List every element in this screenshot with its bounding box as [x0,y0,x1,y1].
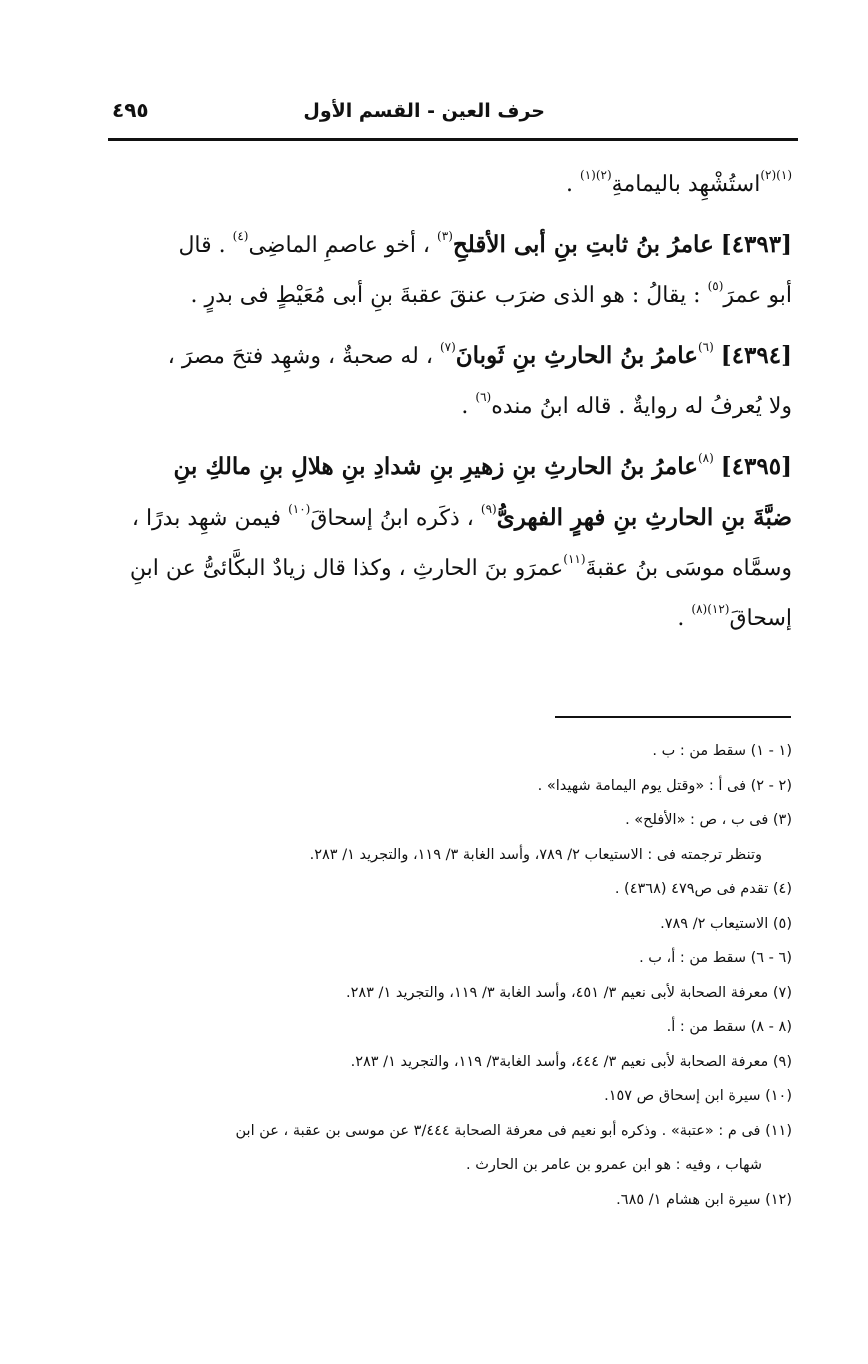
footnote: (١٢) سيرة ابن هشام ١/ ٦٨٥. [616,1191,792,1208]
text-line [102,442,792,493]
text-line [102,160,792,210]
footnote: (١ - ١) سقط من : ب . [652,743,792,759]
footnote: (١٠) سيرة ابن إسحاق ص ١٥٧. [604,1088,792,1104]
footnote-ref: (٦) [475,390,492,404]
text-run: : يقالُ : هو الذى ضرَب عنقَ عقبةَ بنِ أبى مُعَيْطٍ فى بدرٍ . [190,283,701,308]
entry-name: عامرُ بنُ الحارثِ بنِ ثَوبانَ [455,342,698,369]
text-run: ، ذكَره ابنُ إسحاقَ [310,506,474,531]
text-run: . [566,172,581,197]
text-run: . قال [178,233,226,258]
footnote-ref: (٧) [439,340,456,354]
entry-4394 [102,331,792,432]
entry-number: [٤٣٩٣] [720,231,792,258]
entry-number: [٤٣٩٤] [720,342,792,369]
entry-4395 [102,442,792,644]
footnote: (٩) معرفة الصحابة لأبى نعيم ٣/ ٤٤٤، وأسد الغابة٣/ ١١٩، والتجريد ١/ ٢٨٣. [350,1053,792,1070]
text-line [102,271,792,321]
footnote-ref: (٥) [707,279,724,293]
footnote: (٨ - ٨) سقط من : أ. [666,1019,792,1035]
text-run: عمرَو بنَ الحارثِ ، وكذا قال زيادٌ البكَّائىُّ عن ابنِ [129,556,564,581]
footnote-ref: (١١) [563,552,586,566]
footnote-ref: (١٠) [288,502,311,516]
entry-name: عامرُ بنُ الحارثِ بنِ زهيرِ بنِ شدادِ بنِ هلالِ بنِ مالكِ بنِ [173,453,698,480]
footnote-ref: (٦) [697,340,714,354]
footnote-ref: (١)(٢) [760,168,792,182]
text-line [102,220,792,271]
main-text [102,160,792,654]
text-run: أبو عمرَ [723,283,792,308]
text-line [102,544,792,594]
text-run: وسمَّاه موسَى بنُ عقبةَ [585,556,792,581]
entry-name: ضبَّةَ بنِ الحارثِ بنِ فهرٍ الفهرىُّ [496,504,792,531]
text-run: ، له صحبةٌ ، وشهِد فتحَ مصرَ ، [167,344,433,369]
footnote: (٣) فى ب ، ص : «الأفلح» . [625,812,792,828]
text-run: ، أخو عاصمِ الماضِى [248,233,431,258]
paragraph-intro [102,160,792,210]
footnote-separator [555,716,791,718]
footnote: (٦ - ٦) سقط من : أ، ب . [639,950,792,966]
footnote: (٥) الاستيعاب ٢/ ٧٨٩. [660,915,792,932]
footnote-continuation: شهاب ، وفيه : هو ابن عمرو بن عامر بن الحارث . [466,1157,762,1173]
header-title: حرف العين - القسم الأول [303,100,545,122]
footnote: (٤) تقدم فى ص٤٧٩ (٤٣٦٨) . [614,881,792,897]
text-run: إسحاقَ [729,606,792,631]
footnote-ref: (٢)(١) [580,168,612,182]
footnote-ref: (٩) [480,502,497,516]
entry-number: [٤٣٩٥] [720,453,792,480]
text-run: . [461,394,476,419]
text-run: . [677,606,692,631]
footnotes [102,734,792,1217]
text-line [102,493,792,544]
text-line [102,594,792,644]
footnote-continuation: وتنظر ترجمته فى : الاستيعاب ٢/ ٧٨٩، وأسد الغابة ٣/ ١١٩، والتجريد ١/ ٢٨٣. [309,846,762,863]
footnote-ref: (١٢)(٨) [691,602,730,616]
text-run: ولا يُعرفُ له روايةٌ . قاله ابنُ منده [491,394,792,419]
text-run: استُشْهِد باليمامةِ [611,172,761,197]
text-line [102,331,792,382]
entry-4393 [102,220,792,321]
footnote-ref: (٨) [697,451,714,465]
text-line [102,382,792,432]
footnote: (٢ - ٢) فى أ : «وقتل يوم اليمامة شهيدا» . [537,777,792,794]
entry-name: عامرُ بنُ ثابتِ بنِ أبى الأقلحِ [452,231,714,258]
header-rule [108,138,798,141]
footnote: (٧) معرفة الصحابة لأبى نعيم ٣/ ٤٥١، وأسد الغابة ٣/ ١١٩، والتجريد ١/ ٢٨٣. [345,984,792,1001]
running-header [108,96,790,132]
footnote-ref: (٤) [232,229,249,243]
page-number: ٤٩٥ [112,98,149,122]
footnote: (١١) فى م : «عتبة» . وذكره أبو نعيم فى معرفة الصحابة ٣/٤٤٤ عن موسى بن عقبة ، عن ابن [235,1122,792,1139]
text-run: فيمن شهِد بدرًا ، [131,506,282,531]
footnote-ref: (٣) [437,229,453,243]
